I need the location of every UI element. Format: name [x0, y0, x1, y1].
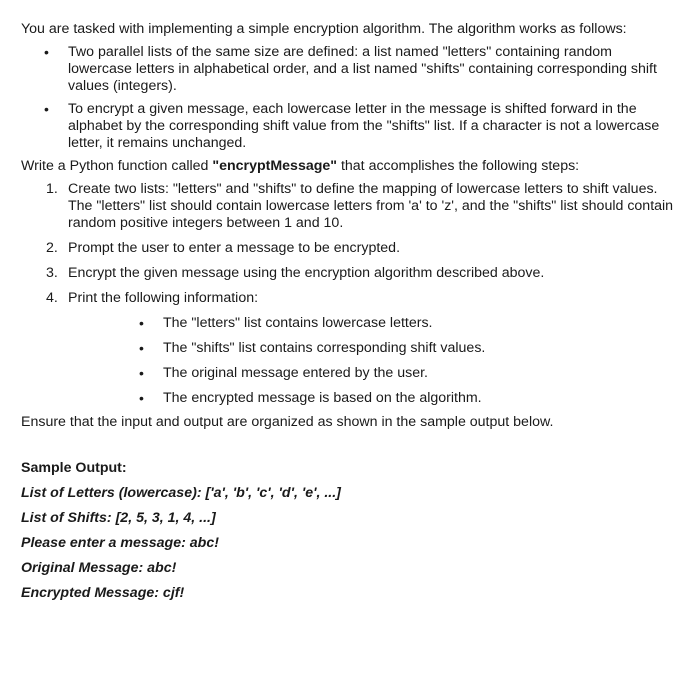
print-item: • The encrypted message is based on the algorithm. — [68, 390, 675, 407]
step-text: Prompt the user to enter a message to be encrypted. — [68, 240, 401, 256]
print-item: • The original message entered by the user. — [68, 365, 675, 382]
step-number: 1. — [46, 181, 58, 197]
step-text: Create two lists: "letters" and "shifts" to define the mapping of lowercase letters to shift values. The "letters" list should contain lowercase letters from 'a' to 'z', and the "shifts" list should contain random positive integers between 1 and 10. — [68, 181, 674, 231]
print-item: • The "letters" list contains lowercase letters. — [68, 315, 675, 332]
function-name: "encryptMessage" — [212, 158, 338, 174]
step-number: 2. — [46, 240, 58, 256]
sample-line-prompt: Please enter a message: abc! — [21, 535, 219, 551]
step-text: Encrypt the given message using the encryption algorithm described above. — [68, 265, 545, 281]
sample-line-encrypted: Encrypted Message: cjf! — [21, 585, 185, 601]
print-item: • The "shifts" list contains corresponding shift values. — [68, 340, 675, 357]
write-instruction — [21, 158, 675, 175]
sample-line-original: Original Message: abc! — [21, 560, 177, 576]
bullet-item-lists: • Two parallel lists of the same size are defined: a list named "letters" containing random lowercase letters in alphabetical order, and a list named "shifts" containing corresponding shift values (integers). — [21, 44, 675, 95]
write-suffix: that accomplishes the following steps: — [337, 158, 580, 174]
sample-output-heading: Sample Output: — [21, 460, 127, 476]
step-number: 3. — [46, 265, 58, 281]
spacer — [21, 431, 675, 460]
ensure-paragraph: Ensure that the input and output are organized as shown in the sample output below. — [21, 414, 554, 430]
intro-paragraph: You are tasked with implementing a simple encryption algorithm. The algorithm works as follows: — [21, 21, 627, 37]
sample-line-letters: List of Letters (lowercase): ['a', 'b', 'c', 'd', 'e', ...] — [21, 485, 341, 501]
steps-list — [21, 181, 675, 407]
print-items-list — [68, 315, 675, 407]
step-number: 4. — [46, 290, 58, 306]
sample-output — [21, 460, 675, 602]
step-item — [21, 265, 675, 282]
step-item — [21, 181, 675, 232]
step-item — [21, 290, 675, 407]
sample-line-shifts: List of Shifts: [2, 5, 3, 1, 4, ...] — [21, 510, 216, 526]
step-text: Print the following information: — [68, 290, 259, 306]
write-prefix: Write a Python function called — [21, 158, 213, 174]
step-item — [21, 240, 675, 257]
bullet-item-encrypt: • To encrypt a given message, each lowercase letter in the message is shifted forward in the alphabet by the corresponding shift value from the "shifts" list. If a character is not a lowercase letter, it remains unchanged. — [21, 101, 675, 152]
algorithm-bullet-list — [21, 44, 675, 152]
